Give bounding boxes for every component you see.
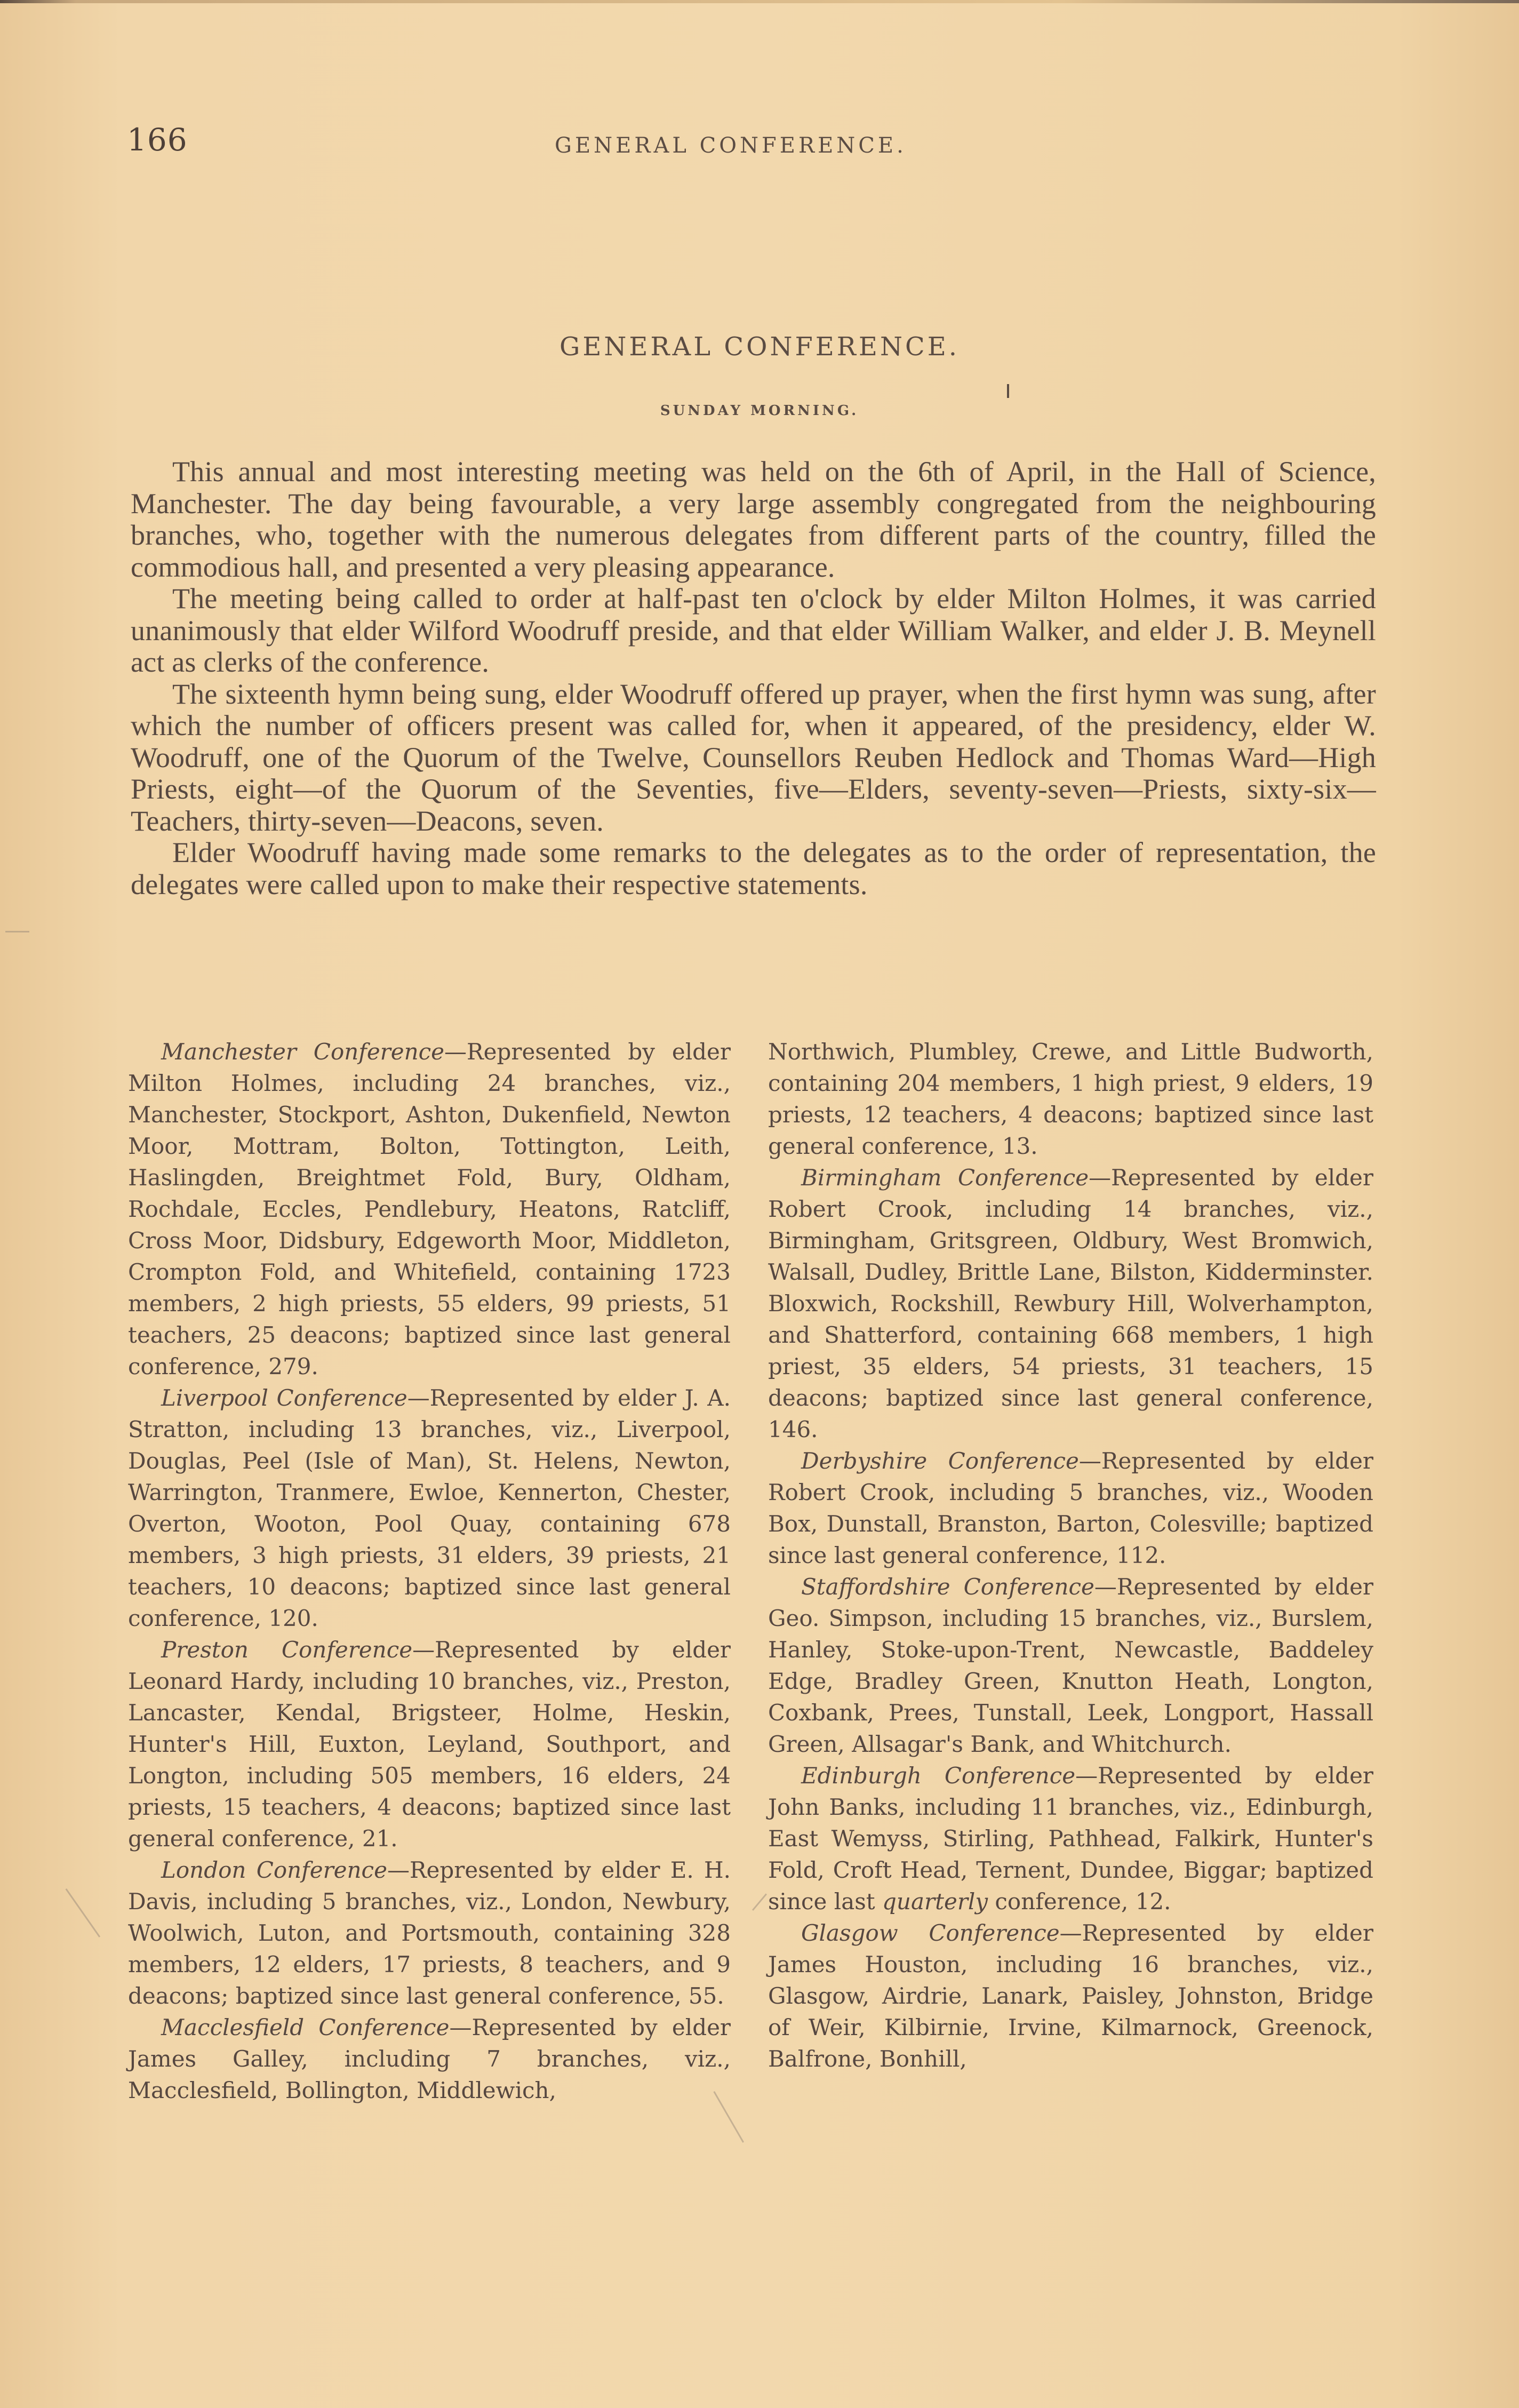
section-title: GENERAL CONFERENCE. xyxy=(559,332,960,362)
intro-paragraph: Elder Woodruff having made some remarks to the delegates as to the order of representation, the delegates were called upon to make their respective statements. xyxy=(131,836,1376,900)
section-subtitle: SUNDAY MORNING. xyxy=(660,403,859,419)
left-column xyxy=(128,1036,731,2106)
conference-report: —Represented by elder Milton Holmes, including 24 branches, viz., Manchester, Stockport, Ashton, Dukenfield, Newton Moor, Mottram, Bolton, Tottington, Leith, Haslingden, Breightmet Fold, Bury, Oldham, Rochdale, Eccles, Pendlebury, Heatons, Ratcliff, Cross Moor, Didsbury, Edgeworth Moor, Middleton, Crompton Fold, and Whitefield, containing 1723 members, 2 high priests, 55 elders, 99 priests, 51 teachers, 25 deacons; baptized since last general conference, 279. xyxy=(128,1039,731,1380)
conference-name: Derbyshire Conference xyxy=(801,1448,1079,1474)
conference-entry xyxy=(768,1917,1373,2075)
pencil-mark xyxy=(5,931,29,932)
conference-continuation: Northwich, Plumbley, Crewe, and Little Budworth, containing 204 members, 1 high priest, 9 elders, 19 priests, 12 teachers, 4 deacons; baptized since last general conference, 13. xyxy=(768,1039,1373,1159)
conference-name: London Conference xyxy=(161,1857,387,1883)
conference-report: —Represented by elder Robert Crook, including 14 branches, viz., Birmingham, Gritsgreen, Oldbury, West Bromwich, Walsall, Dudley, Brittle Lane, Bilston, Kidderminster. Bloxwich, Rockshill, Rewbury Hill, Wolverhampton, and Shatterford, containing 668 members, 1 high priest, 35 elders, 54 priests, 31 teachers, 15 deacons; baptized since last general conference, 146. xyxy=(768,1165,1373,1442)
conference-report: —Represented by elder Leonard Hardy, including 10 branches, viz., Preston, Lancaster, Kendal, Brigsteer, Holme, Heskin, Hunter's Hill, Euxton, Leyland, Southport, and Longton, including 505 members, 16 elders, 24 priests, 15 teachers, 4 deacons; baptized since last general conference, 21. xyxy=(128,1637,731,1852)
conference-entry xyxy=(768,1162,1373,1445)
conference-entry xyxy=(128,1382,731,1634)
emphasized-word: quarterly xyxy=(882,1888,988,1915)
conference-entry xyxy=(128,1854,731,2012)
conference-name: Manchester Conference xyxy=(161,1039,445,1065)
conference-report: —Represented by elder James Houston, including 16 branches, viz., Glasgow, Airdrie, Lanark, Paisley, Johnston, Bridge of Weir, Kilbirnie, Irvine, Kilmarnock, Greenock, Balfrone, Bonhill, xyxy=(768,1920,1373,2072)
conference-report: —Represented by elder E. H. Davis, including 5 branches, viz., London, Newbury, Woolwich, Luton, and Portsmouth, containing 328 members, 12 elders, 17 priests, 8 teachers, and 9 deacons; baptized since last general conference, 55. xyxy=(128,1857,731,2009)
conference-entry xyxy=(768,1445,1373,1571)
conference-name: Staffordshire Conference xyxy=(801,1574,1094,1600)
conference-report: —Represented by elder James Galley, including 7 branches, viz., Macclesfield, Bollington, Middlewich, xyxy=(128,2014,731,2103)
conference-name: Preston Conference xyxy=(161,1637,413,1663)
conference-report: —Represented by elder Robert Crook, including 5 branches, viz., Wooden Box, Dunstall, Branston, Barton, Colesville; baptized since last general conference, 112. xyxy=(768,1448,1373,1568)
intro-text xyxy=(131,456,1376,900)
conference-name: Liverpool Conference xyxy=(161,1385,407,1411)
pencil-mark xyxy=(752,1893,767,1911)
conference-report: —Represented by elder Geo. Simpson, including 15 branches, viz., Burslem, Hanley, Stoke-upon-Trent, Newcastle, Baddeley Edge, Bradley Green, Knutton Heath, Longton, Coxbank, Prees, Tunstall, Leek, Longport, Hassall Green, Allsagar's Bank, and Whitchurch. xyxy=(768,1574,1374,1757)
conference-name: Macclesfield Conference xyxy=(161,2014,450,2040)
conference-report-end: conference, 12. xyxy=(988,1888,1171,1915)
intro-paragraph: This annual and most interesting meeting was held on the 6th of April, in the Hall of Science, Manchester. The day being favourable, a very large assembly congregated from the neighbouring branches, who, together with the numerous delegates from different parts of the country, filled the commodious hall, and presented a very pleasing appearance. xyxy=(131,456,1376,583)
page-number: 166 xyxy=(127,122,188,158)
conference-entry xyxy=(768,1760,1373,1917)
print-mark xyxy=(1007,384,1009,398)
running-header: GENERAL CONFERENCE. xyxy=(555,133,907,158)
conference-name: Edinburgh Conference xyxy=(801,1763,1076,1789)
conference-report: —Represented by elder John Banks, including 11 branches, viz., Edinburgh, East Wemyss, Stirling, Pathhead, Falkirk, Hunter's Fold, Croft Head, Ternent, Dundee, Biggar; baptized since last xyxy=(768,1763,1373,1915)
conference-entry xyxy=(128,2012,731,2106)
conference-name: Glasgow Conference xyxy=(801,1920,1060,1946)
conference-name: Birmingham Conference xyxy=(801,1165,1089,1191)
page-edge xyxy=(0,0,1519,3)
conference-report: —Represented by elder J. A. Stratton, including 13 branches, viz., Liverpool, Douglas, Peel (Isle of Man), St. Helens, Newton, Warrington, Tranmere, Ewloe, Kennerton, Chester, Overton, Wooton, Pool Quay, containing 678 members, 3 high priests, 31 elders, 39 priests, 21 teachers, 10 deacons; baptized since last general conference, 120. xyxy=(128,1385,731,1631)
right-column xyxy=(768,1036,1373,2075)
conference-entry xyxy=(768,1571,1373,1760)
conference-entry xyxy=(128,1634,731,1854)
intro-paragraph: The meeting being called to order at half-past ten o'clock by elder Milton Holmes, it was carried unanimously that elder Wilford Woodruff preside, and that elder William Walker, and elder J. B. Meynell act as clerks of the conference. xyxy=(131,583,1376,678)
intro-paragraph: The sixteenth hymn being sung, elder Woodruff offered up prayer, when the first hymn was sung, after which the number of officers present was called for, when it appeared, of the presidency, elder W. Woodruff, one of the Quorum of the Twelve, Counsellors Reuben Hedlock and Thomas Ward—High Priests, eight—of the Quorum of the Seventies, five—Elders, seventy-seven—Priests, sixty-six—Teachers, thirty-seven—Deacons, seven. xyxy=(131,677,1376,837)
conference-entry xyxy=(128,1036,731,1382)
pencil-mark xyxy=(66,1888,101,1937)
